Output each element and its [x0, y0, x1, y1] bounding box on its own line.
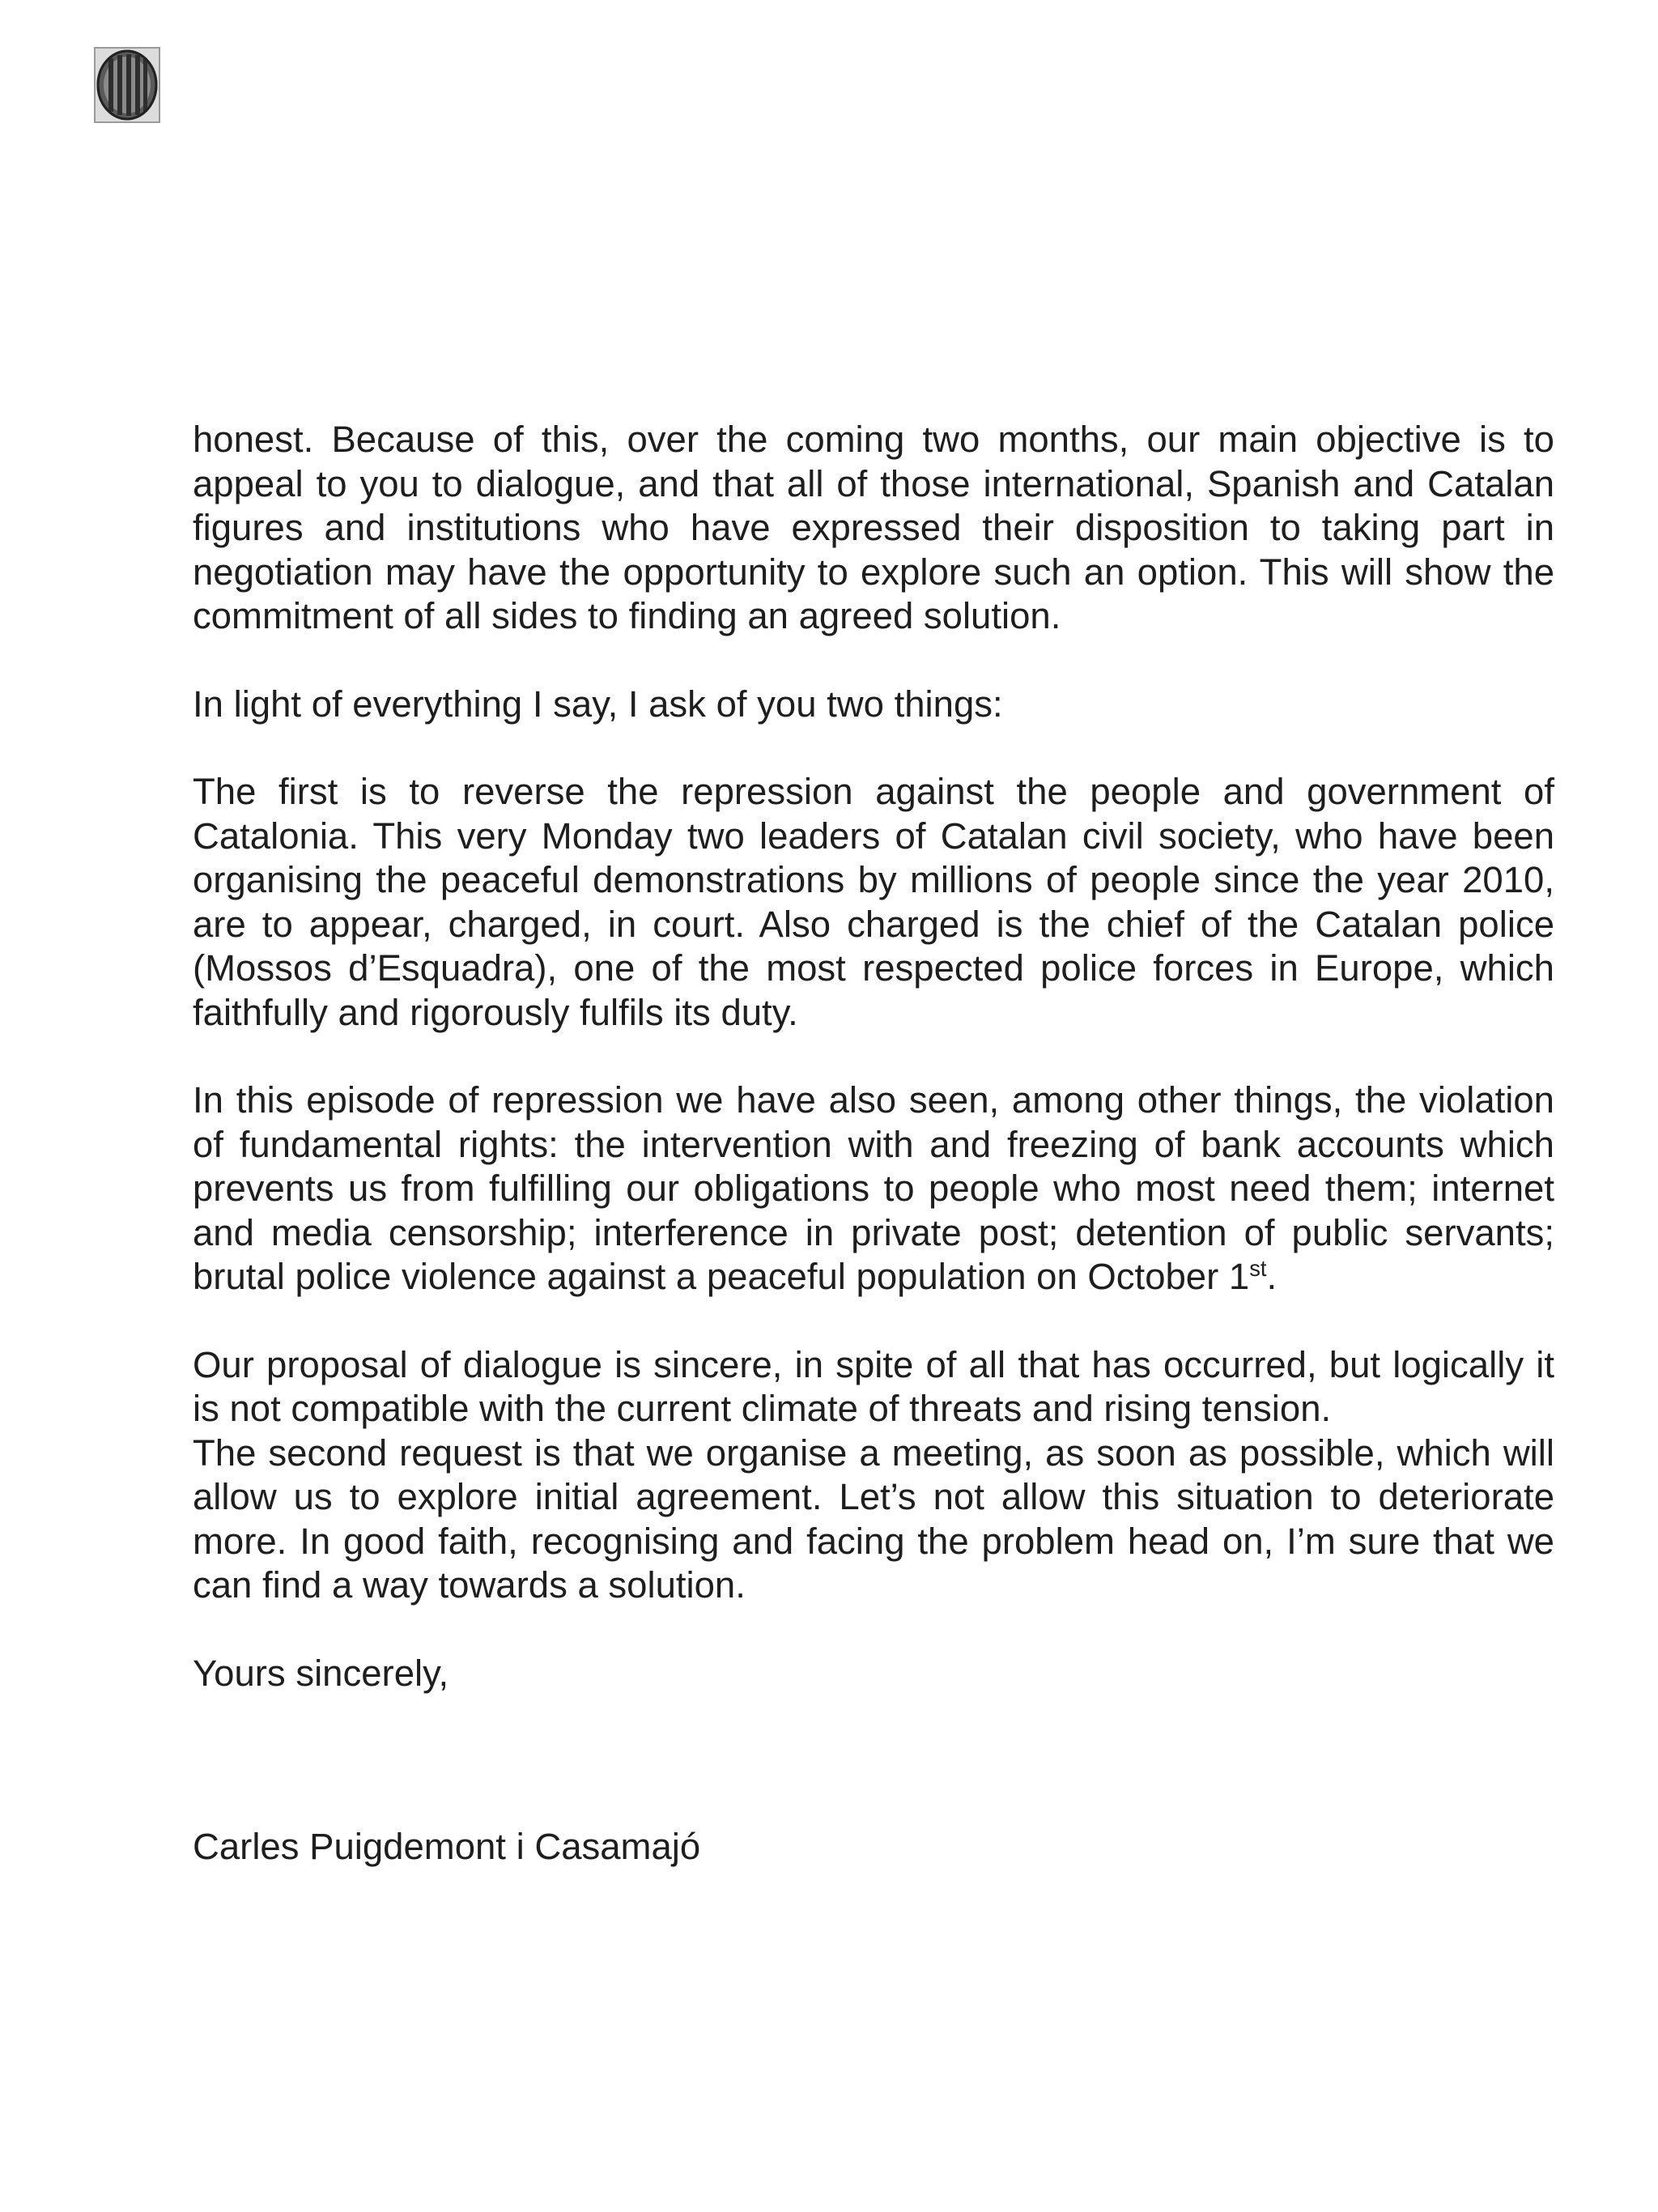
paragraph-dialogue-objective: honest. Because of this, over the coming two months, our main objective is to appeal to you to dialogue, and that all of those international, Spanish and Catalan figures and institutions who have expressed their disposition to taking part in negotiation may have the opportunity to explore such an option. This will show the commitment of all sides to finding an agreed solution. — [193, 419, 1554, 636]
paragraph-second-request: The second request is that we organise a meeting, as soon as possible, which will allow us to explore initial agreement. Let’s not allow this situation to deteriorate more. In good faith, recognising and facing the problem head on, I’m sure that we can find a way towards a solution. — [193, 1431, 1554, 1606]
closing-salutation: Yours sincerely, — [193, 1652, 449, 1694]
paragraph-repression-episode — [193, 1078, 1554, 1300]
signatory-name: Carles Puigdemont i Casamajó — [193, 1826, 701, 1867]
generalitat-emblem-icon — [94, 47, 160, 123]
repression-text: In this episode of repression we have also seen, among other things, the violation of fundamental rights: the intervention with and freezing of bank accounts which prevents us from fulfilling our obligations to people who most need them; internet and media censorship; interference in private post; detention of public servants; brutal police violence against a peaceful population on October 1 — [193, 1079, 1554, 1297]
paragraph-two-requests-intro: In light of everything I say, I ask of you two things: — [193, 683, 1003, 725]
paragraph-first-request: The first is to reverse the repression against the people and government of Catalonia. This very Monday two leaders of Catalan civil society, who have been organising the peaceful demonstrations by millions of people since the year 2010, are to appear, charged, in court. Also charged is the chief of the Catalan police (Mossos d’Esquadra), one of the most respected police forces in Europe, which faithfully and rigorously fulfils its duty. — [193, 771, 1554, 1033]
paragraph-proposal-sincere: Our proposal of dialogue is sincere, in spite of all that has occurred, but logically it is not compatible with the current climate of threats and rising tension. — [193, 1343, 1554, 1429]
repression-end: . — [1266, 1256, 1278, 1297]
letter-body — [193, 418, 1554, 1870]
ordinal-suffix: st — [1249, 1255, 1267, 1281]
